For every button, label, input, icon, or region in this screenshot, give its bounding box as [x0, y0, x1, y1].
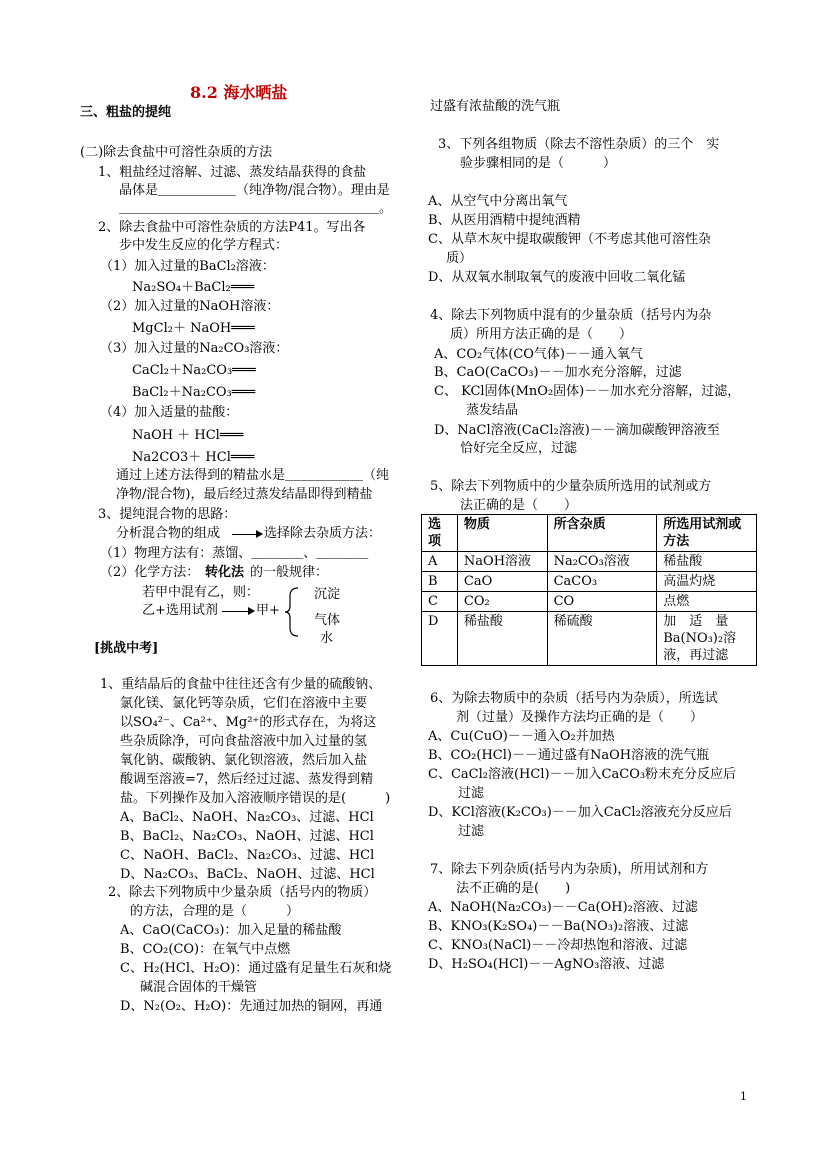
left-line: 选择除去杂质方法：: [264, 526, 382, 541]
table-cell: B: [422, 572, 458, 592]
table-cell: Na₂CO₃溶液: [547, 552, 657, 572]
table-cell: 加 适 量Ba(NO₃)₂溶液，再过滤: [657, 612, 757, 666]
left-line: 净物/混合物)，最后经过蒸发结晶即得到精盐: [116, 487, 373, 502]
left-line: ＿＿＿＿＿＿＿＿＿＿＿＿＿＿＿＿＿＿＿＿。: [119, 201, 393, 216]
q3-option: C、从草木灰中提取碳酸钾（不考虑其他可溶性杂: [428, 232, 711, 247]
q1-line: 以SO₄²⁻、Ca²⁺、Mg²⁺的形式存在，为将这: [120, 715, 377, 730]
q1-line: 酸调至溶液=7，然后经过过滤、蒸发得到精: [120, 772, 374, 787]
table-row: [422, 612, 757, 666]
q7-line: 7、除去下列杂质(括号内为杂质)，所用试剂和方: [430, 862, 709, 877]
equation: NaOH ＋ HCl═══: [132, 428, 244, 443]
transform-method: 转化法: [205, 565, 245, 580]
left-line: 1、粗盐经过溶解、过滤、蒸发结晶获得的食盐: [98, 165, 367, 180]
arrow-icon: [222, 611, 254, 612]
table-cell: NaOH溶液: [457, 552, 547, 572]
table-row: [422, 572, 757, 592]
table-cell: CaCO₃: [547, 572, 657, 592]
page-title: 8.2 海水晒盐: [190, 83, 288, 102]
q7-option: C、KNO₃(NaCl)－－冷却热饱和溶液、过滤: [428, 938, 688, 953]
q3-line: 验步骤相同的是（ ）: [460, 156, 617, 171]
q2-option: 碱混合固体的干燥管: [140, 980, 258, 995]
q1-line: 1、重结晶后的食盐中往往还含有少量的硫酸钠、: [100, 677, 382, 692]
left-line: 3、提纯混合物的思路：: [98, 507, 237, 522]
q2-option: D、N₂(O₂、H₂O)：先通过加热的铜网，再通: [120, 999, 383, 1014]
left-line: （1）加入过量的BaCl₂溶液：: [100, 259, 275, 274]
left-line: 气体: [314, 613, 341, 628]
table-cell: A: [422, 552, 458, 572]
q7-option: B、KNO₃(K₂SO₄)－－Ba(NO₃)₂溶液、过滤: [428, 919, 689, 934]
page-number: 1: [740, 1090, 747, 1103]
q7-option: D、H₂SO₄(HCl)－－AgNO₃溶液、过滤: [428, 957, 665, 972]
q3-option: D、从双氧水制取氧气的废液中回收二氧化锰: [428, 270, 686, 285]
q4-option: B、CaO(CaCO₃)－－加水充分溶解，过滤: [434, 365, 682, 380]
table-cell: 高温灼烧: [657, 572, 757, 592]
table-cell: 稀盐酸: [657, 552, 757, 572]
q5-table: [421, 514, 757, 666]
q2-option: A、CaO(CaCO₃)：加入足量的稀盐酸: [120, 923, 342, 938]
q2-option: B、CO₂(CO)：在氧气中点燃: [120, 942, 291, 957]
q1-option: C、NaOH、BaCl₂、Na₂CO₃、过滤、HCl: [120, 848, 375, 863]
table-row: [422, 552, 757, 572]
q3-line: 3、下列各组物质（除去不溶性杂质）的三个 实: [438, 137, 720, 152]
left-line: 若甲中混有乙，则：: [142, 585, 260, 600]
table-header: 所含杂质: [547, 515, 657, 552]
left-line: （3）加入过量的Na₂CO₃溶液：: [100, 341, 289, 356]
q4-option: C、 KCl固体(MnO₂固体)－－加水充分溶解，过滤，: [434, 384, 741, 399]
left-line: 2、除去食盐中可溶性杂质的方法P41。写出各: [98, 220, 366, 235]
q4-option: A、CO₂气体(CO气体)－－通入氧气: [434, 347, 643, 362]
q1-line: 些杂质除净，可向食盐溶液中加入过量的氢: [120, 734, 368, 749]
left-line: 步中发生反应的化学方程式：: [119, 238, 289, 253]
q1-line: 氧化钠、碳酸钠、氯化钡溶液，然后加入盐: [120, 753, 368, 768]
table-header-row: [422, 515, 757, 552]
table-cell: 稀硫酸: [547, 612, 657, 666]
table-cell: CO: [547, 592, 657, 612]
q6-option: A、Cu(CuO)－－通入O₂并加热: [428, 729, 615, 744]
q6-line: 剂（过量）及操作方法均正确的是（ ）: [456, 710, 704, 725]
q4-option: 恰好完全反应，过滤: [460, 441, 578, 456]
equation: BaCl₂＋Na₂CO₃═══: [132, 385, 256, 400]
left-line: 通过上述方法得到的精盐水是＿＿＿＿＿＿（纯: [116, 468, 390, 483]
q4-option: D、NaCl溶液(CaCl₂溶液)－－滴加碳酸钾溶液至: [434, 423, 720, 438]
q4-line: 4、除去下列物质中混有的少量杂质（括号内为杂: [430, 308, 712, 323]
table-header: 选项: [422, 515, 458, 552]
left-line: （2）化学方法：: [100, 565, 200, 580]
left-line: （1）物理方法有：蒸馏、＿＿＿＿、＿＿＿＿: [100, 546, 369, 561]
q7-option: A、NaOH(Na₂CO₃)－－Ca(OH)₂溶液、过滤: [428, 900, 698, 915]
brace-icon: [284, 586, 300, 638]
q2-line: 的方法，合理的是（ ）: [130, 904, 300, 919]
table-cell: C: [422, 592, 458, 612]
q6-option: C、CaCl₂溶液(HCl)－－加入CaCO₃粉末充分反应后: [428, 767, 737, 782]
q7-line: 法不正确的是( ): [456, 881, 571, 896]
left-line: （2）加入过量的NaOH溶液：: [100, 299, 280, 314]
q2-line: 2、除去下列物质中少量杂质（括号内的物质）: [108, 885, 377, 900]
equation: CaCl₂＋Na₂CO₃═══: [132, 363, 256, 378]
q5-line: 法正确的是（ ）: [460, 498, 578, 513]
q6-option: B、CO₂(HCl)－－通过盛有NaOH溶液的洗气瓶: [428, 748, 710, 763]
q6-option: 过滤: [458, 824, 485, 839]
q1-option: A、BaCl₂、NaOH、Na₂CO₃、过滤、HCl: [120, 810, 374, 825]
table-cell: CO₂: [457, 592, 547, 612]
table-cell: 稀盐酸: [457, 612, 547, 666]
challenge-heading: [挑战中考]: [94, 641, 159, 656]
sub-heading: (二)除去食盐中可溶性杂质的方法: [80, 145, 273, 160]
arrow-icon: [232, 534, 262, 535]
equation: MgCl₂＋ NaOH═══: [132, 321, 255, 336]
q3-option: B、从医用酒精中提纯酒精: [428, 213, 581, 228]
q3-option: A、从空气中分离出氧气: [428, 194, 568, 209]
table-header: 所选用试剂或方法: [657, 515, 757, 552]
q3-option: 质）: [446, 251, 473, 266]
table-cell: D: [422, 612, 458, 666]
table-cell: 点燃: [657, 592, 757, 612]
q4-line: 质）所用方法正确的是（ ）: [450, 327, 633, 342]
equation: Na2CO3＋ HCl═══: [132, 450, 255, 465]
left-line: 乙+选用试剂: [142, 603, 218, 618]
equation: Na₂SO₄＋BaCl₂═══: [132, 280, 255, 295]
left-line: 沉淀: [314, 587, 341, 602]
table-header: 物质: [457, 515, 547, 552]
q6-line: 6、为除去物质中的杂质（括号内为杂质），所选试: [430, 691, 718, 706]
left-line: 甲+: [256, 603, 280, 618]
left-line: 水: [320, 631, 334, 646]
q2-option: C、H₂(HCl、H₂O)：通过盛有足量生石灰和烧: [120, 961, 392, 976]
section-heading: 三、粗盐的提纯: [80, 105, 172, 120]
q4-option: 蒸发结晶: [466, 403, 519, 418]
q1-line: 盐。下列操作及加入溶液顺序错误的是( ): [120, 791, 391, 806]
q6-option: D、KCl溶液(K₂CO₃)－－加入CaCl₂溶液充分反应后: [428, 805, 732, 820]
left-line: （4）加入适量的盐酸：: [100, 405, 239, 420]
q1-option: B、BaCl₂、Na₂CO₃、NaOH、过滤、HCl: [120, 829, 374, 844]
q2-option: 过盛有浓盐酸的洗气瓶: [430, 99, 561, 114]
q1-option: D、Na₂CO₃、BaCl₂、NaOH、过滤、HCl: [120, 867, 375, 882]
q6-option: 过滤: [458, 786, 485, 801]
left-line: 的一般规律：: [250, 565, 329, 580]
q5-line: 5、除去下列物质中的少量杂质所选用的试剂或方: [430, 479, 712, 494]
left-line: 晶体是＿＿＿＿＿＿（纯净物/混合物）。理由是: [119, 183, 390, 198]
q1-line: 氯化镁、氯化钙等杂质，它们在溶液中主要: [120, 696, 368, 711]
table-row: [422, 592, 757, 612]
table-cell: CaO: [457, 572, 547, 592]
left-line: 分析混合物的组成: [116, 526, 221, 541]
